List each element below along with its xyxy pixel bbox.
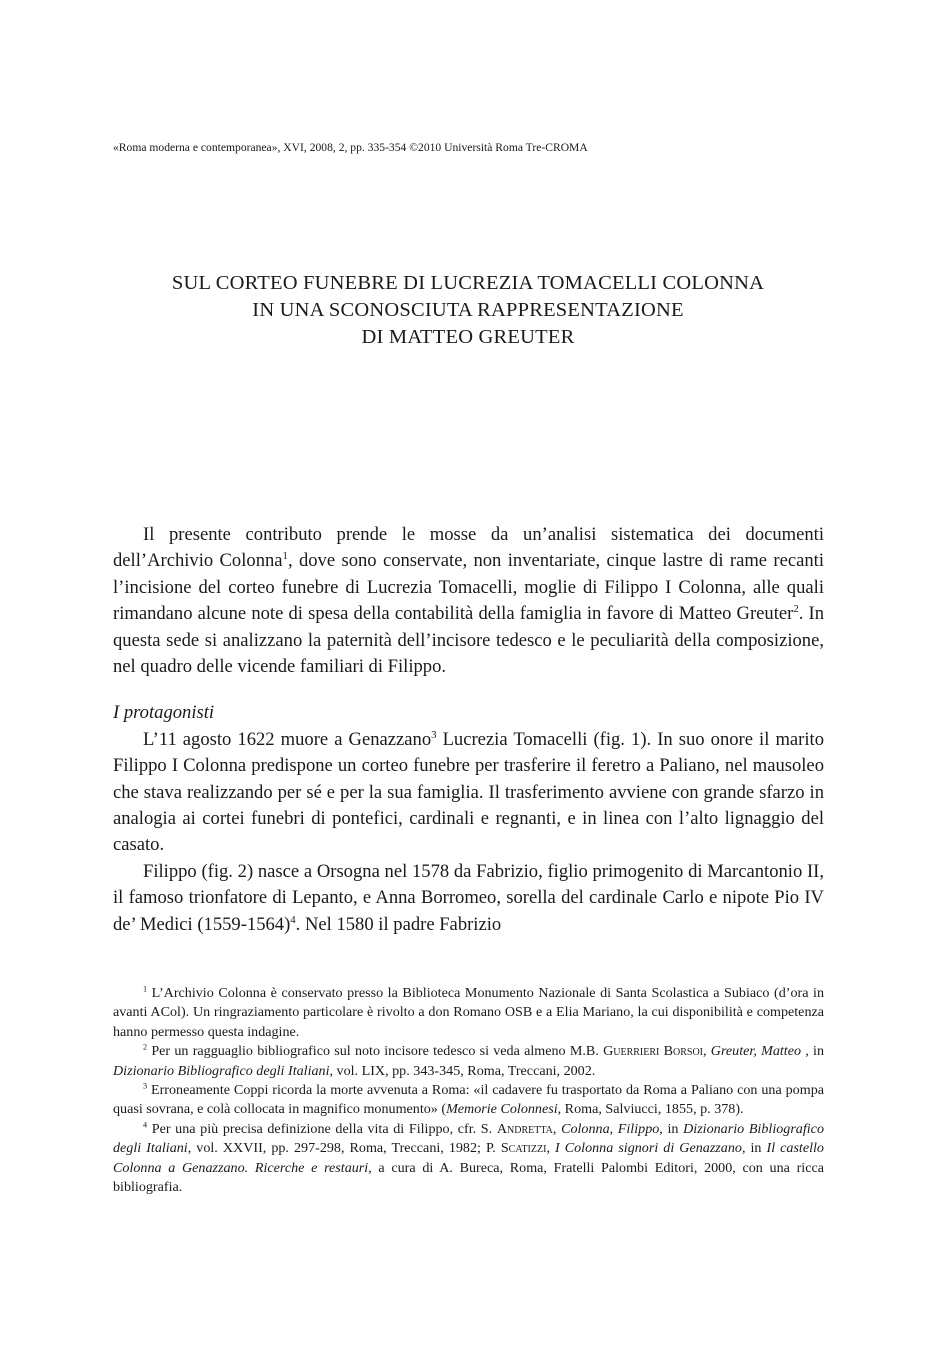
- intro-text-c: . In questa sede si analizzano la paternità dell’incisore tedesco e le peculiarità della composizione, nel quadro delle vicende familiari di Filippo.: [113, 603, 824, 678]
- footnotes: [113, 984, 824, 1197]
- footnote-ref-2: 2: [793, 603, 799, 616]
- section-paragraph-1: [113, 727, 824, 859]
- footnote-4: $^4$ Per una più precisa definizione della vita di Filippo, cfr. S. Andretta, Colonna, Filippo, in Dizionario Bibliografico degli Italiani, vol. XXVII, pp. 297-298, Roma, Treccani, 1982; P. Scatizzi, I Colonna signori di Genazzano, in Il castello Colonna a Genazzano. Ricerche e restauri, a cura di A. Bureca, Roma, Fratelli Palombi Editori, 2000, con una ricca bibliografia.: [113, 1120, 824, 1196]
- p2-text-b: . Nel 1580 il padre Fabrizio: [295, 913, 502, 935]
- footnote-ref-4: 4: [290, 913, 296, 926]
- article-body: [113, 522, 824, 938]
- p1-text-a: L’11 agosto 1622 muore a Genazzano: [143, 728, 432, 750]
- title-line-1: SUL CORTEO FUNEBRE DI LUCREZIA TOMACELLI COLONNA: [171, 272, 765, 294]
- intro-text-a: Il presente contributo prende le mosse da un’analisi sistematica dei documenti dell’Archivio Colonna: [113, 524, 824, 572]
- footnote-ref-3: 3: [431, 728, 437, 741]
- intro-paragraph: [113, 522, 824, 680]
- article-title: [100, 270, 836, 351]
- title-line-3: DI MATTEO GREUTER: [361, 326, 575, 348]
- footnote-1: $^1$ L’Archivio Colonna è conservato presso la Biblioteca Monumento Nazionale di Santa Scolastica a Subiaco (d’ora in avanti ACol). Un ringraziamento particolare è rivolto a don Romano OSB e a Elia Mariano, la cui disponibilità e competenza hanno permesso questa indagine.: [113, 984, 824, 1040]
- p2-text-a: Filippo (fig. 2) nasce a Orsogna nel 1578 da Fabrizio, figlio primogenito di Marcantonio II, il famoso trionfatore di Lepanto, e Anna Borromeo, sorella del cardinale Carlo e nipote Pio IV de’ Medici (1559-1564): [113, 860, 824, 935]
- footnote-ref-1: 1: [282, 550, 288, 563]
- intro-text-b: , dove sono conservate, non inventariate, cinque lastre di rame recanti l’incisione del corteo funebre di Lucrezia Tomacelli, moglie di Filippo I Colonna, alle quali rimandano alcune note di spesa della contabilità della famiglia in favore di Matteo Greuter: [113, 550, 824, 625]
- title-line-2: IN UNA SCONOSCIUTA RAPPRESENTAZIONE: [252, 299, 684, 321]
- p1-text-b: Lucrezia Tomacelli (fig. 1). In suo onore il marito Filippo I Colonna predispone un corteo funebre per trasferire il feretro a Paliano, nel mausoleo che stava realizzando per sé e per la sua famiglia. Il trasferimento avviene con grande sfarzo in analogia ai cortei funebri di pontefici, cardinali e regnanti, e in linea con l’alto lignaggio del casato.: [113, 728, 824, 856]
- journal-citation: «Roma moderna e contemporanea», XVI, 2008, 2, pp. 335-354 ©2010 Università Roma Tre-CROMA: [113, 141, 588, 154]
- footnote-3: $^3$ Erroneamente Coppi ricorda la morte avvenuta a Roma: «il cadavere fu trasportato da Roma a Paliano con una pompa quasi sovrana, e colà collocata in magnifico monumento» (Memorie Colonnesi, Roma, Salviucci, 1855, p. 378).: [113, 1081, 824, 1118]
- footnote-2: $^2$ Per un ragguaglio bibliografico sul noto incisore tedesco si veda almeno M.B. Guerrieri Borsoi, Greuter, Matteo , in Dizionario Bibliografico degli Italiani, vol. LIX, pp. 343-345, Roma, Treccani, 2002.: [113, 1042, 824, 1079]
- section-paragraph-2: [113, 859, 824, 938]
- section-heading: I protagonisti: [113, 702, 215, 724]
